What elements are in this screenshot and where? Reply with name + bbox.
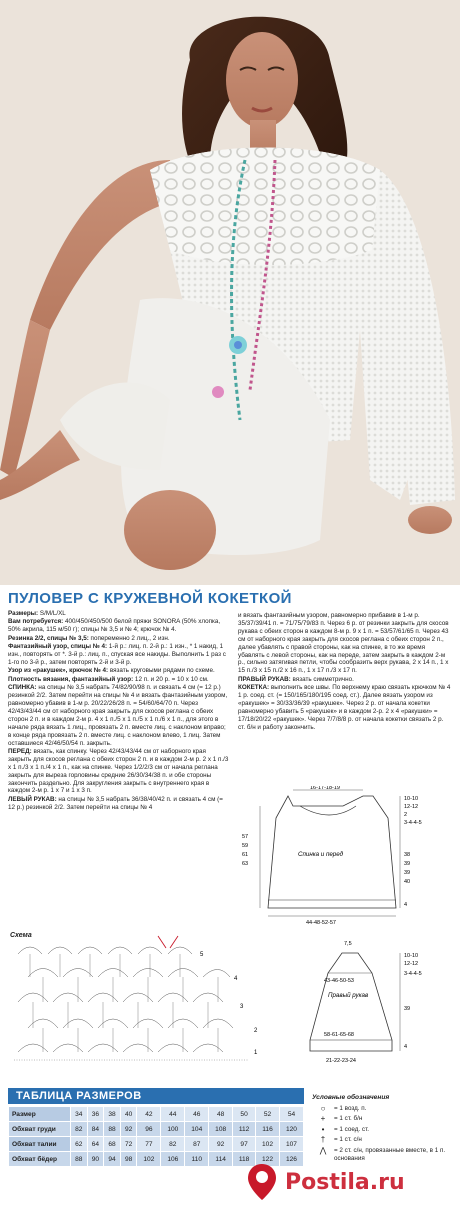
- knee: [124, 490, 216, 570]
- diagram-label: Спинка и перед: [298, 851, 344, 858]
- table-row: [9, 1107, 304, 1122]
- table-cell: 126: [279, 1152, 303, 1167]
- back-front-pattern-diagram: [238, 786, 452, 928]
- model-photo: [0, 0, 460, 585]
- diagram-right-dim: 39: [404, 861, 411, 867]
- legend-title: Условные обозначения: [312, 1094, 390, 1101]
- instruction-paragraph: Размеры: S/M/L/XL: [8, 610, 66, 617]
- sleeve-pattern-diagram: [280, 935, 450, 1070]
- table-cell: 88: [104, 1122, 121, 1137]
- schema-row-number: 1: [254, 1050, 258, 1056]
- page-title: ПУЛОВЕР С КРУЖЕВНОЙ КОКЕТКОЙ: [8, 590, 292, 607]
- table-row: [9, 1122, 304, 1137]
- size-table-title: ТАБЛИЦА РАЗМЕРОВ: [8, 1088, 304, 1104]
- diagram-right-dim: 3-4-4-5: [404, 820, 422, 826]
- instruction-paragraph: Резинка 2/2, спицы № 3,5: попеременно 2 лиц., 2 изн.: [8, 634, 170, 642]
- diagram-right-dim: 39: [404, 870, 411, 876]
- size-table: [8, 1106, 304, 1167]
- table-cell: 36: [87, 1107, 104, 1122]
- table-row: [9, 1137, 304, 1152]
- table-cell: 82: [161, 1137, 185, 1152]
- table-cell: 88: [71, 1152, 88, 1167]
- diagram-bottom-dim: 44-48-52-57: [306, 920, 336, 926]
- instruction-paragraph: Вам потребуется: 400/450/450/500 белой пряжи SONORA (50% хлопка, 50% акрила, 115 м/50 г); спицы № 3,5 и № 4; крючок № 4.: [8, 618, 221, 634]
- diagram-right-dim: 12-12: [404, 804, 419, 810]
- instructions-right-column: [238, 612, 452, 732]
- table-cell: 38: [104, 1107, 121, 1122]
- dc-together-icon: ⋀: [319, 1145, 327, 1155]
- table-cell: 110: [185, 1152, 209, 1167]
- table-cell: 50: [233, 1107, 256, 1122]
- table-cell: 44: [161, 1107, 185, 1122]
- table-cell: 100: [161, 1122, 185, 1137]
- table-cell: 40: [120, 1107, 137, 1122]
- legend-item: † = 1 ст. с/н: [312, 1136, 452, 1144]
- row-label: Обхват груди: [9, 1122, 71, 1137]
- table-cell: 107: [279, 1137, 303, 1152]
- watermark: [245, 1160, 455, 1204]
- instructions-left-column: [8, 610, 230, 812]
- pin-logo-icon: [245, 1162, 279, 1202]
- sleeve-mid-dim: 43-46-50-53: [324, 978, 354, 984]
- row-label: Обхват талии: [9, 1137, 71, 1152]
- table-cell: 62: [71, 1137, 88, 1152]
- table-cell: 98: [120, 1152, 137, 1167]
- schema-row-number: 5: [200, 952, 204, 958]
- instruction-paragraph: Фантазийный узор, спицы № 4: 1-й р.: лиц. п. 2-й р.: 1 изн., * 1 накид, 1 изн., повторять от *. 3-й р.: лиц. п., спуская все накиды. Выполнить 1 раз с 1-го по 3-й р., затем повторять 2-й и 3-й р.: [8, 643, 226, 666]
- instruction-paragraph: Плотность вязания, фантазийный узор: 12 п. и 20 р. = 10 х 10 см.: [8, 675, 209, 683]
- legend-item: ○ = 1 возд. п.: [312, 1105, 452, 1113]
- table-cell: 116: [256, 1122, 280, 1137]
- table-cell: 68: [104, 1137, 121, 1152]
- diagram-right-dim: 40: [404, 879, 411, 885]
- schema-row-number: 3: [240, 1004, 244, 1010]
- diagram-right-dim: 2: [404, 812, 408, 818]
- diagram-left-dim: 59: [242, 843, 249, 849]
- double-crochet-icon: †: [320, 1135, 326, 1145]
- instruction-paragraph: и вязать фантазийным узором, равномерно прибавив в 1-м р. 35/37/39/41 п. = 71/75/79/83 п. Через 6 р. от резинки закрыть для скосов рукава с обеих сторон в каждом 8-м р. 9 х 1 п. = 53/57/61/65 п. Через 43 см от наборного края закрыть для скосов реглана с обеих сторон 2 п., далее убавлять с правой стороны, как на спинке, в то же время убавлять с левой стороны, как на переде, затем закрыть в каждом 2-м р., сильно затягивая петли, чтобы сообразить верх рукава, 2 х 14 п., 1 х 15 п./3 х 15 п./2 х 16 п., 1 х 17 п./3 х 17 п.: [238, 612, 449, 675]
- instruction-paragraph: СПИНКА: на спицы № 3,5 набрать 74/82/90/98 п. и связать 4 см (= 12 р.) резинкой 2/2. Затем перейти на спицы № 4 и вязать фантазийным узором, равномерно убавив в 1-м р. 20/22/26/28 п. = 54/60/64/70 п. Через 42/43/43/44 см от наборного края закрыть для скосов реглана с обеих сторон 2 п. и в каждом 2-м р. 4 х 1 п./5 х 1 п./5 х 1 п./6 х 1 п., для этого в начале ряда вязать 1 лиц., провязать 2 п. вместе лиц. с наклоном вправо; в конце ряда провязать 2 п. вместе лиц. с наклоном влево, 1 лиц. Затем оставшиеся 42/46/50/54 п. закрыть.: [8, 684, 228, 747]
- sleeve-right-dim: 12-12: [404, 961, 419, 967]
- watermark-text: Postila.ru: [285, 1169, 405, 1195]
- face: [226, 32, 298, 128]
- lace-yoke: [150, 148, 380, 266]
- table-cell: 92: [120, 1122, 137, 1137]
- instruction-paragraph: ЛЕВЫЙ РУКАВ: на спицы № 3,5 набрать 36/38/40/42 п. и связать 4 см (= 12 р.) резинкой 2/2. Затем перейти на спицы № 4: [8, 795, 223, 811]
- sleeve-label: Правый рукав: [328, 992, 369, 999]
- legend-item: ⋀ = 2 ст. с/н, провязанные вместе, в 1 п. основания: [312, 1147, 452, 1162]
- chain-stitch-icon: ○: [320, 1103, 326, 1113]
- symbol-legend: [312, 1094, 452, 1165]
- table-cell: 77: [137, 1137, 161, 1152]
- sleeve-bottom-dim: 21-22-23-24: [326, 1058, 356, 1064]
- table-cell: 102: [137, 1152, 161, 1167]
- diagram-right-dim: 38: [404, 852, 411, 858]
- table-cell: 112: [233, 1122, 256, 1137]
- table-cell: 54: [279, 1107, 303, 1122]
- crochet-schema: [8, 932, 270, 1072]
- table-cell: 96: [137, 1122, 161, 1137]
- table-cell: 42: [137, 1107, 161, 1122]
- table-cell: 94: [104, 1152, 121, 1167]
- diagram-right-dim: 4: [404, 902, 408, 908]
- legend-item: + = 1 ст. б/н: [312, 1115, 452, 1123]
- diagram-left-dim: 61: [242, 852, 249, 858]
- sleeve-right-dim: 39: [404, 1006, 411, 1012]
- table-cell: 90: [87, 1152, 104, 1167]
- table-cell: 106: [161, 1152, 185, 1167]
- instruction-paragraph: ПЕРЕД: вязать, как спинку. Через 42/43/43/44 см от наборного края закрыть для скосов реглана с обеих сторон 2 п. и в каждом 2-м р. 2 х 1 п./3 х 1 п./3 х 1 п./4 х 1 п., как на спинке. Через 1/2/2/3 см от начала реглана закрыть для выреза горловины средние 26/30/34/38 п. и обе стороны закончить раздельно. Для закругления закрыть с внутреннего края в каждом 2-м р. 1 х 7 и 1 х 3 п.: [8, 747, 229, 795]
- table-cell: 82: [71, 1122, 88, 1137]
- table-cell: 114: [209, 1152, 233, 1167]
- instruction-paragraph: КОКЕТКА: выполнить все швы. По верхнему краю связать крючком № 4 1 р. соед. ст. (= 150/165/180/195 соед. ст.). Далее вязать узором из «ракушек» = 30/33/36/39 «ракушек». Через 2 р. от начала кокетки равномерно убавить 5 «ракушек» и в каждом 2-р. 2 х 4 «ракушки» = 17/18/20/22 «ракушек». Через 7/7/8/8 р. от начала кокетки связать 2 р. ст. б/н и работу закончить.: [238, 684, 451, 731]
- table-cell: 34: [71, 1107, 88, 1122]
- table-cell: 102: [256, 1137, 280, 1152]
- sleeve-right-dim: 3-4-4-5: [404, 971, 422, 977]
- table-cell: 118: [233, 1152, 256, 1167]
- legend-item: • = 1 соед. ст.: [312, 1126, 452, 1134]
- table-cell: 48: [209, 1107, 233, 1122]
- single-crochet-icon: +: [320, 1114, 326, 1124]
- sleeve-bottom-dim: 58-61-65-68: [324, 1032, 354, 1038]
- table-cell: 97: [233, 1137, 256, 1152]
- diagram-left-dim: 57: [242, 834, 249, 840]
- table-cell: 87: [185, 1137, 209, 1152]
- instruction-paragraph: ПРАВЫЙ РУКАВ: вязать симметрично.: [238, 675, 354, 683]
- photo-illustration: [0, 0, 460, 585]
- row-label: Обхват бёдер: [9, 1152, 71, 1167]
- sleeve-top-dim: 7,5: [344, 941, 352, 947]
- table-cell: 122: [256, 1152, 280, 1167]
- diagram-top-dim: 16-17-18-19: [310, 786, 340, 791]
- table-cell: 64: [87, 1137, 104, 1152]
- sleeve-right-dim: 4: [404, 1044, 408, 1050]
- schema-label: Схема: [10, 932, 32, 939]
- table-cell: 46: [185, 1107, 209, 1122]
- row-label: Размер: [9, 1107, 71, 1122]
- sleeve-right-dim: 10-10: [404, 953, 419, 959]
- table-cell: 84: [87, 1122, 104, 1137]
- table-cell: 52: [256, 1107, 280, 1122]
- diagram-right-dim: 10-10: [404, 796, 419, 802]
- table-cell: 72: [120, 1137, 137, 1152]
- diagram-left-dim: 63: [242, 861, 249, 867]
- table-cell: 104: [185, 1122, 209, 1137]
- slip-stitch-icon: •: [321, 1124, 325, 1134]
- schema-row-number: 4: [234, 976, 238, 982]
- table-cell: 108: [209, 1122, 233, 1137]
- table-cell: 120: [279, 1122, 303, 1137]
- table-cell: 92: [209, 1137, 233, 1152]
- instruction-paragraph: Узор из «ракушек», крючок № 4: вязать круговыми рядами по схеме.: [8, 667, 215, 675]
- schema-row-number: 2: [254, 1028, 258, 1034]
